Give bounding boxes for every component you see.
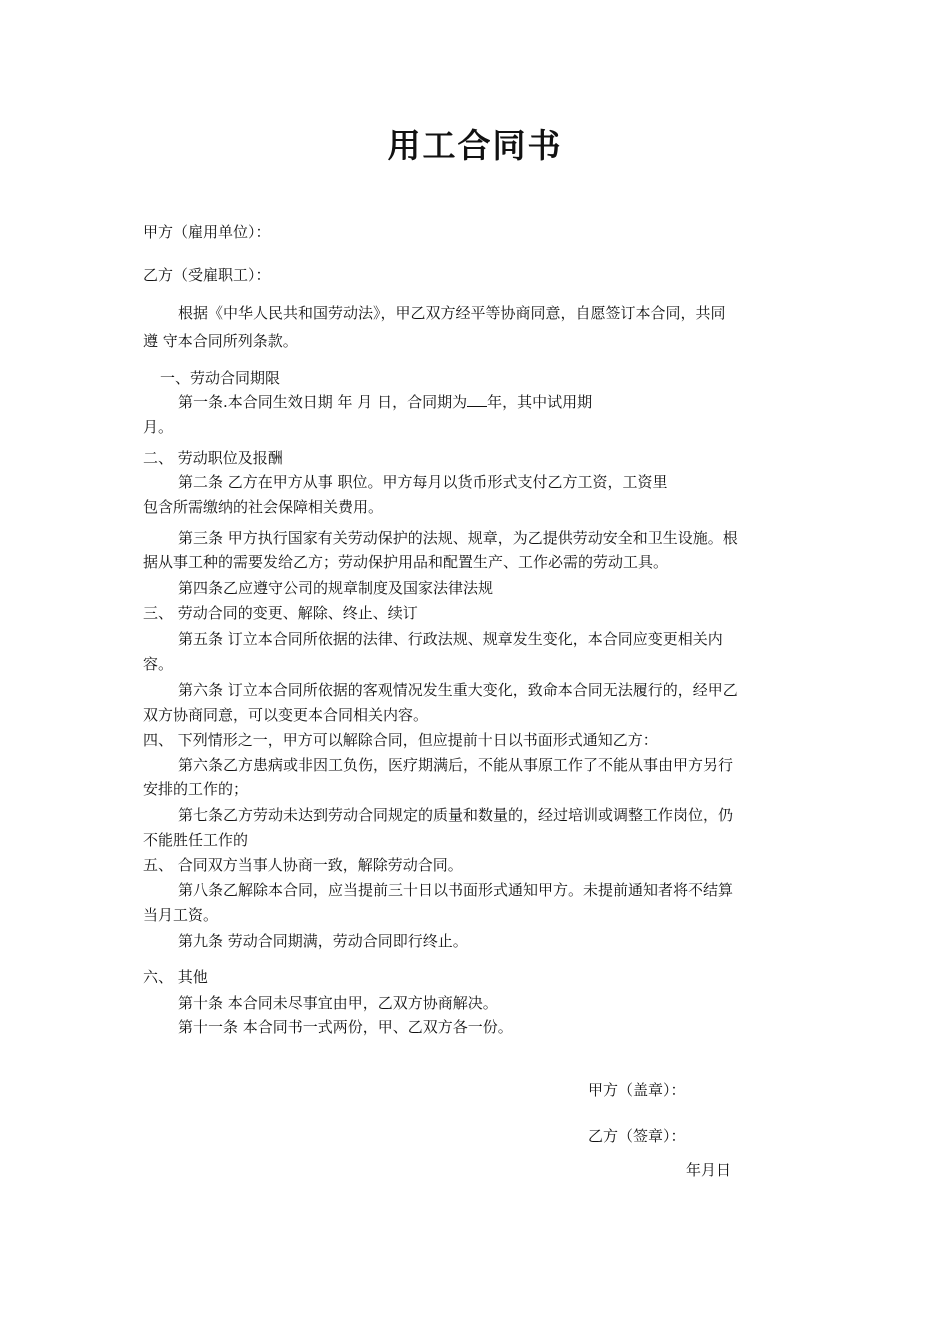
party-a-line: 甲方（雇用单位）：	[143, 223, 271, 241]
section-1-heading: 一、劳动合同期限	[160, 369, 281, 387]
article-2-line-1: 第二条 乙方在甲方从事 职位。甲方每月以货币形式支付乙方工资，工资里	[178, 473, 668, 491]
document-title: 用工合同书	[387, 126, 563, 165]
article-1-line-1	[178, 392, 592, 412]
signature-party-b: 乙方（签章）：	[588, 1127, 686, 1145]
article-9-line: 第九条 劳动合同期满，劳动合同即行终止。	[178, 932, 468, 950]
article-2-line-2: 包含所需缴纳的社会保障相关费用。	[143, 498, 384, 516]
section-6-heading: 六、 其他	[143, 968, 208, 986]
article-8-line-2: 当月工资。	[143, 906, 219, 924]
article-4-line: 第四条乙应遵守公司的规章制度及国家法律法规	[178, 579, 494, 597]
section-4-heading: 四、 下列情形之一，甲方可以解除合同，但应提前十日以书面形式通知乙方：	[143, 731, 658, 749]
article-7-line-2: 不能胜任工作的	[143, 831, 249, 849]
article-1-text-a: 第一条.本合同生效日期 年 月 日，合同期为	[178, 393, 468, 411]
intro-line-2: 遵 守本合同所列条款。	[143, 332, 298, 350]
article-6b-line-1: 第六条乙方患病或非因工负伤，医疗期满后，不能从事原工作了不能从事由甲方另行	[178, 756, 734, 774]
article-10-line: 第十条 本合同未尽事宜由甲，乙双方协商解决。	[178, 994, 498, 1012]
blank-underline	[467, 392, 487, 407]
article-5-line-2: 容。	[143, 655, 174, 673]
article-8-line-1: 第八条乙解除本合同，应当提前三十日以书面形式通知甲方。未提前通知者将不结算	[178, 881, 734, 899]
section-3-heading: 三、 劳动合同的变更、解除、终止、续订	[143, 604, 418, 622]
signature-party-a: 甲方（盖章）：	[588, 1081, 686, 1099]
article-6b-line-2: 安排的工作的；	[143, 780, 249, 798]
article-1-line-2: 月。	[143, 418, 174, 436]
party-b-line: 乙方（受雇职工）：	[143, 266, 271, 284]
article-3-line-2: 据从事工种的需要发给乙方；劳动保护用品和配置生产、工作必需的劳动工具。	[143, 553, 669, 571]
article-7-line-1: 第七条乙方劳动未达到劳动合同规定的质量和数量的，经过培训或调整工作岗位，仍	[178, 806, 734, 824]
section-2-heading: 二、 劳动职位及报酬	[143, 449, 283, 467]
article-1-text-b: 年，其中试用期	[487, 393, 593, 411]
article-3-line-1: 第三条 甲方执行国家有关劳动保护的法规、规章，为乙提供劳动安全和卫生设施。根	[178, 529, 738, 547]
article-6-line-1: 第六条 订立本合同所依据的客观情况发生重大变化，致命本合同无法履行的，经甲乙	[178, 681, 738, 699]
intro-line-1: 根据《中华人民共和国劳动法》，甲乙双方经平等协商同意，自愿签订本合同，共同	[178, 304, 726, 322]
article-5-line-1: 第五条 订立本合同所依据的法律、行政法规、规章发生变化，本合同应变更相关内	[178, 630, 723, 648]
signature-date: 年月日	[686, 1161, 732, 1179]
article-6-line-2: 双方协商同意，可以变更本合同相关内容。	[143, 706, 429, 724]
article-11-line: 第十一条 本合同书一式两份，甲、乙双方各一份。	[178, 1018, 513, 1036]
section-5-heading: 五、 合同双方当事人协商一致，解除劳动合同。	[143, 856, 463, 874]
